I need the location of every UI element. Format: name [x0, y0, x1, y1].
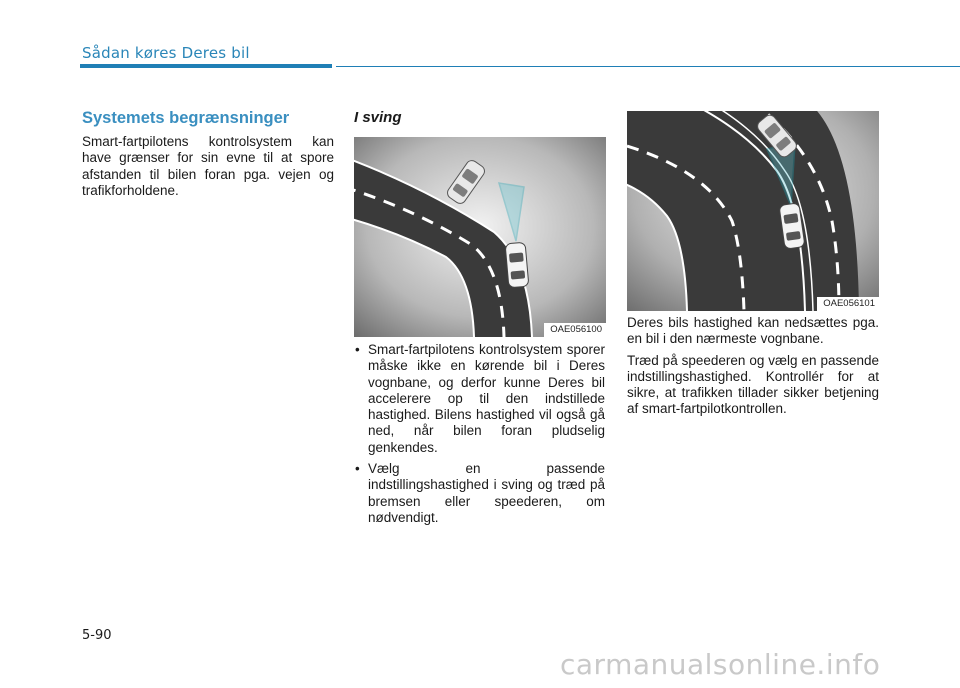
- bullet-dot: •: [355, 461, 360, 477]
- bullet-item: [354, 342, 605, 456]
- adjacent-lane-illustration: [627, 111, 879, 311]
- own-car-icon: [505, 242, 529, 288]
- paragraph: Deres bils hastighed kan nedsættes pga. en bil i den nærmeste vognbane.: [627, 315, 879, 347]
- bullet-list: [354, 342, 605, 531]
- curve-subheading: I sving: [354, 109, 402, 126]
- adjacent-lane-text: [627, 315, 879, 423]
- figure-code: OAE056101: [817, 297, 879, 311]
- bullet-text: Smart-fartpilotens kontrolsystem sporer måske ikke en kørende bil i Deres vognbane, og derfor kunne Deres bil accelerere op til den indstillede hastighed. Bilens hastighed vil også gå ned, når bilen foran pludselig genkendes.: [368, 342, 605, 455]
- limitations-paragraph: Smart-fartpilotens kontrolsystem kan have grænser for sin evne til at spore afstanden til bilen foran pga. vejen og trafikforholdene.: [82, 134, 334, 198]
- curve-illustration: [354, 137, 606, 337]
- watermark: carmanualsonline.info: [560, 648, 881, 681]
- bullet-dot: •: [355, 342, 360, 357]
- page-number: 5-90: [82, 628, 112, 643]
- figure-code: OAE056100: [544, 323, 606, 337]
- header-rule-thin: [336, 66, 960, 67]
- curve-road-svg: [354, 137, 606, 337]
- header-rule-thick: [80, 64, 332, 68]
- adjacent-lane-road-svg: [627, 111, 879, 311]
- paragraph: Træd på speederen og vælg en passende indstillingshastighed. Kontrollér for at sikre, at trafikken tillader sikker betjening af smart-fartpilotkontrollen.: [627, 352, 879, 417]
- section-heading: Systemets begrænsninger: [82, 109, 290, 127]
- bullet-text: Vælg en passende indstillingshastighed i sving og træd på bremsen eller speederen, om nødvendigt.: [368, 461, 605, 525]
- chapter-title: Sådan køres Deres bil: [82, 44, 250, 62]
- bullet-item: [354, 461, 605, 526]
